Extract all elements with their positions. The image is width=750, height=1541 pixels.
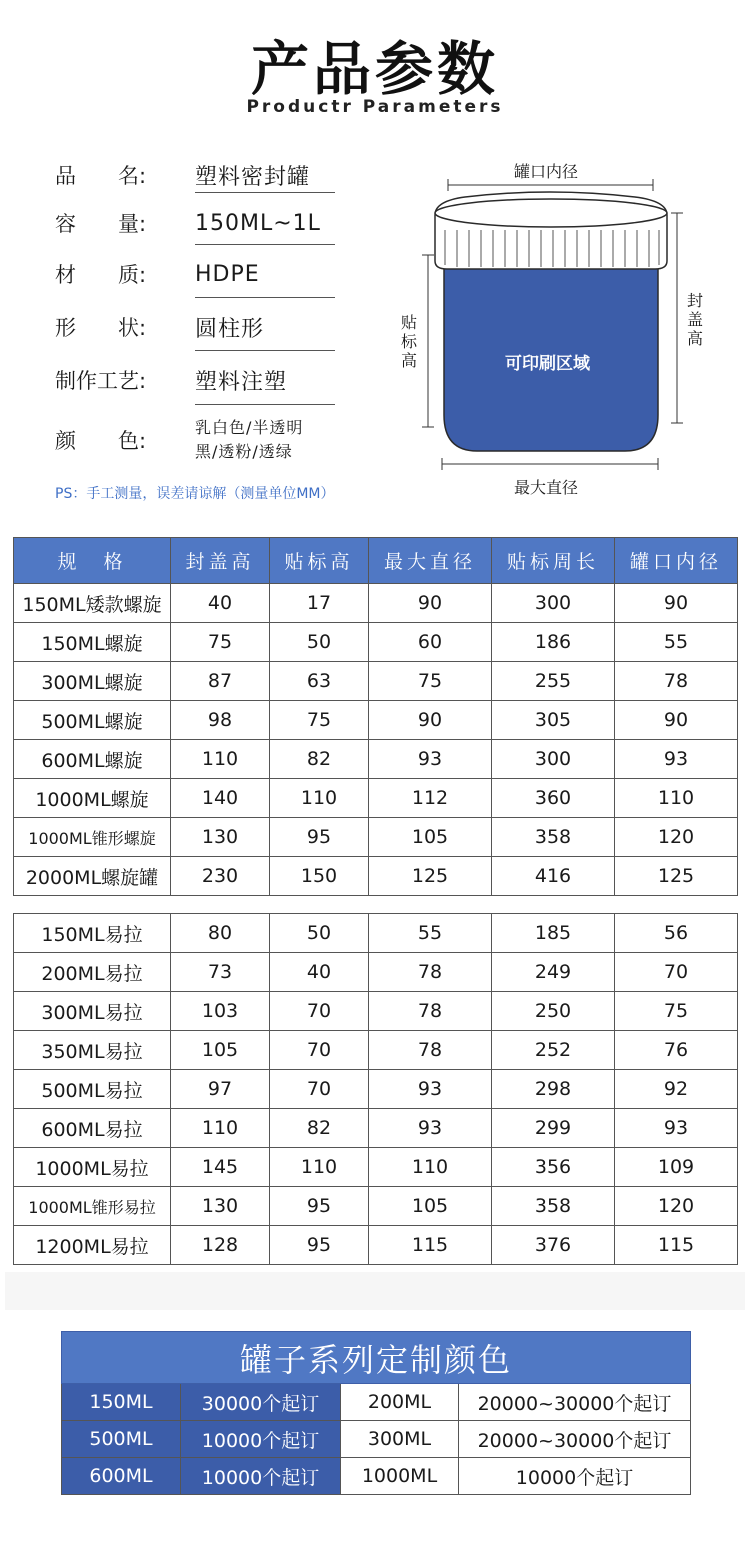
- custom-moq: 20000~30000个起订: [459, 1384, 691, 1421]
- table-row: [14, 740, 738, 779]
- cell-value: 112: [369, 779, 492, 818]
- cell-spec-name: 1000ML易拉: [14, 1148, 171, 1187]
- header-label-perimeter: 贴标周长: [492, 538, 615, 584]
- spec-value-line: 乳白色/半透明: [195, 418, 304, 437]
- cell-value: 150: [270, 857, 369, 896]
- cell-value: 78: [369, 1031, 492, 1070]
- cell-value: 125: [369, 857, 492, 896]
- custom-size: 150ML: [62, 1384, 181, 1421]
- cell-value: 105: [369, 1187, 492, 1226]
- cell-value: 110: [171, 1109, 270, 1148]
- spec-row-capacity: [55, 199, 335, 247]
- cell-value: 56: [615, 914, 738, 953]
- cell-value: 185: [492, 914, 615, 953]
- divider: [195, 297, 335, 298]
- cell-value: 145: [171, 1148, 270, 1187]
- spec-label: 品 名:: [55, 164, 147, 188]
- spec-value: 塑料密封罐: [195, 164, 311, 190]
- table-row: [14, 584, 738, 623]
- table-row: [14, 701, 738, 740]
- cell-value: 249: [492, 953, 615, 992]
- spec-row-material: [55, 250, 335, 298]
- cell-value: 87: [171, 662, 270, 701]
- table-row: [62, 1458, 691, 1495]
- custom-moq: 10000个起订: [181, 1458, 341, 1495]
- cell-value: 358: [492, 818, 615, 857]
- cell-value: 110: [369, 1148, 492, 1187]
- cell-value: 255: [492, 662, 615, 701]
- cell-value: 105: [369, 818, 492, 857]
- cell-value: 109: [615, 1148, 738, 1187]
- cell-value: 416: [492, 857, 615, 896]
- table-row: [14, 914, 738, 953]
- measurement-note: PS：手工测量，误差请谅解（测量单位MM）: [55, 486, 335, 502]
- max-diameter-label: 最大直径: [514, 478, 579, 497]
- table-row: [62, 1384, 691, 1421]
- cell-value: 110: [171, 740, 270, 779]
- cell-value: 50: [270, 914, 369, 953]
- cell-value: 70: [615, 953, 738, 992]
- cell-spec-name: 350ML易拉: [14, 1031, 171, 1070]
- cell-spec-name: 150ML矮款螺旋: [14, 584, 171, 623]
- cell-value: 358: [492, 1187, 615, 1226]
- page-subtitle: Productr Parameters: [246, 97, 504, 117]
- cell-value: 78: [369, 992, 492, 1031]
- cell-value: 90: [369, 584, 492, 623]
- spec-value: 150ML~1L: [195, 210, 321, 236]
- cell-value: 128: [171, 1226, 270, 1265]
- header-cap-height: 封盖高: [171, 538, 270, 584]
- cell-value: 376: [492, 1226, 615, 1265]
- custom-size: 300ML: [341, 1421, 459, 1458]
- cell-spec-name: 1000ML螺旋: [14, 779, 171, 818]
- custom-moq: 10000个起订: [459, 1458, 691, 1495]
- cell-value: 300: [492, 740, 615, 779]
- cell-value: 93: [369, 1070, 492, 1109]
- cell-value: 73: [171, 953, 270, 992]
- cell-value: 120: [615, 818, 738, 857]
- cell-value: 82: [270, 740, 369, 779]
- custom-color-title: 罐子系列定制颜色: [62, 1332, 691, 1384]
- cell-value: 93: [369, 740, 492, 779]
- cell-value: 125: [615, 857, 738, 896]
- cell-value: 130: [171, 818, 270, 857]
- spec-label: 制作工艺:: [55, 369, 147, 393]
- cell-value: 80: [171, 914, 270, 953]
- cell-value: 115: [615, 1226, 738, 1265]
- cell-value: 103: [171, 992, 270, 1031]
- cell-spec-name: 500ML易拉: [14, 1070, 171, 1109]
- table-row: [62, 1421, 691, 1458]
- table-row: [14, 1148, 738, 1187]
- cell-value: 75: [171, 623, 270, 662]
- custom-size: 200ML: [341, 1384, 459, 1421]
- spec-label: 材 质:: [55, 263, 147, 287]
- custom-moq: 30000个起订: [181, 1384, 341, 1421]
- cell-value: 50: [270, 623, 369, 662]
- spec-label: 容 量:: [55, 212, 147, 236]
- cell-spec-name: 1000ML锥形螺旋: [14, 818, 171, 857]
- table-row: [14, 1187, 738, 1226]
- header-label-height: 贴标高: [270, 538, 369, 584]
- cell-spec-name: 200ML易拉: [14, 953, 171, 992]
- cell-value: 70: [270, 992, 369, 1031]
- cell-value: 110: [615, 779, 738, 818]
- cell-value: 97: [171, 1070, 270, 1109]
- cell-value: 75: [369, 662, 492, 701]
- cell-spec-name: 150ML易拉: [14, 914, 171, 953]
- label-height-label: 贴标高: [400, 313, 417, 370]
- cell-value: 110: [270, 1148, 369, 1187]
- divider: [195, 192, 335, 193]
- cell-spec-name: 500ML螺旋: [14, 701, 171, 740]
- cell-value: 76: [615, 1031, 738, 1070]
- cell-value: 55: [615, 623, 738, 662]
- cell-value: 95: [270, 1187, 369, 1226]
- cell-value: 110: [270, 779, 369, 818]
- cell-value: 90: [615, 584, 738, 623]
- table-row: [14, 992, 738, 1031]
- cell-value: 55: [369, 914, 492, 953]
- cell-value: 140: [171, 779, 270, 818]
- cell-value: 75: [270, 701, 369, 740]
- table-row: [14, 1109, 738, 1148]
- spec-table-pull: [13, 913, 738, 1265]
- cell-value: 299: [492, 1109, 615, 1148]
- cell-value: 93: [615, 740, 738, 779]
- table-row: [14, 779, 738, 818]
- custom-size: 1000ML: [341, 1458, 459, 1495]
- cell-value: 356: [492, 1148, 615, 1187]
- spec-value: [195, 416, 303, 464]
- cell-value: 40: [270, 953, 369, 992]
- section-divider: [5, 1272, 745, 1310]
- cell-value: 93: [369, 1109, 492, 1148]
- cell-spec-name: 600ML螺旋: [14, 740, 171, 779]
- spec-row-color: [55, 414, 335, 466]
- header-spec: 规 格: [14, 538, 171, 584]
- table-header-row: [14, 538, 738, 584]
- custom-moq: 20000~30000个起订: [459, 1421, 691, 1458]
- top-diameter-label: 罐口内径: [514, 162, 579, 181]
- cap-height-label: 封盖高: [686, 291, 703, 348]
- cell-value: 120: [615, 1187, 738, 1226]
- table-row: [14, 662, 738, 701]
- cell-value: 95: [270, 818, 369, 857]
- custom-size: 600ML: [62, 1458, 181, 1495]
- table-row: [14, 623, 738, 662]
- jar-diagram: [415, 175, 690, 475]
- table-row: [14, 818, 738, 857]
- cell-value: 78: [369, 953, 492, 992]
- custom-color-table: [61, 1331, 691, 1495]
- cell-value: 305: [492, 701, 615, 740]
- table-row: [14, 1031, 738, 1070]
- table-row: [14, 1070, 738, 1109]
- spec-table-screw: [13, 537, 738, 896]
- cell-value: 60: [369, 623, 492, 662]
- cell-value: 93: [615, 1109, 738, 1148]
- cell-value: 63: [270, 662, 369, 701]
- cell-value: 250: [492, 992, 615, 1031]
- cell-value: 186: [492, 623, 615, 662]
- cell-spec-name: 2000ML螺旋罐: [14, 857, 171, 896]
- cell-value: 105: [171, 1031, 270, 1070]
- cell-value: 130: [171, 1187, 270, 1226]
- cell-value: 95: [270, 1226, 369, 1265]
- cell-value: 360: [492, 779, 615, 818]
- spec-value: 塑料注塑: [195, 369, 288, 395]
- cell-value: 70: [270, 1070, 369, 1109]
- cell-spec-name: 1200ML易拉: [14, 1226, 171, 1265]
- divider: [195, 404, 335, 405]
- page-title: 产品参数: [250, 35, 499, 103]
- cell-value: 82: [270, 1109, 369, 1148]
- header-max-diameter: 最大直径: [369, 538, 492, 584]
- spec-value: HDPE: [195, 261, 260, 287]
- table-row: [14, 857, 738, 896]
- header-mouth-diameter: 罐口内径: [615, 538, 738, 584]
- cell-value: 115: [369, 1226, 492, 1265]
- custom-moq: 10000个起订: [181, 1421, 341, 1458]
- cell-value: 92: [615, 1070, 738, 1109]
- cell-value: 90: [615, 701, 738, 740]
- cell-value: 252: [492, 1031, 615, 1070]
- custom-size: 500ML: [62, 1421, 181, 1458]
- cell-spec-name: 1000ML锥形易拉: [14, 1187, 171, 1226]
- table-row: [14, 1226, 738, 1265]
- cell-spec-name: 150ML螺旋: [14, 623, 171, 662]
- cell-value: 70: [270, 1031, 369, 1070]
- cell-value: 230: [171, 857, 270, 896]
- table-row: [14, 953, 738, 992]
- printable-area-label: 可印刷区域: [505, 354, 590, 374]
- cell-value: 78: [615, 662, 738, 701]
- divider: [195, 244, 335, 245]
- spec-value-line: 黑/透粉/透绿: [195, 442, 293, 461]
- cell-value: 298: [492, 1070, 615, 1109]
- cell-value: 75: [615, 992, 738, 1031]
- spec-row-process: [55, 356, 335, 404]
- cell-spec-name: 300ML螺旋: [14, 662, 171, 701]
- cell-value: 90: [369, 701, 492, 740]
- cell-value: 300: [492, 584, 615, 623]
- spec-value: 圆柱形: [195, 316, 265, 342]
- spec-row-shape: [55, 303, 335, 351]
- divider: [195, 350, 335, 351]
- cell-value: 17: [270, 584, 369, 623]
- cell-value: 40: [171, 584, 270, 623]
- cell-value: 98: [171, 701, 270, 740]
- cell-spec-name: 600ML易拉: [14, 1109, 171, 1148]
- spec-label: 颜 色:: [55, 429, 147, 453]
- cell-spec-name: 300ML易拉: [14, 992, 171, 1031]
- spec-label: 形 状:: [55, 316, 147, 340]
